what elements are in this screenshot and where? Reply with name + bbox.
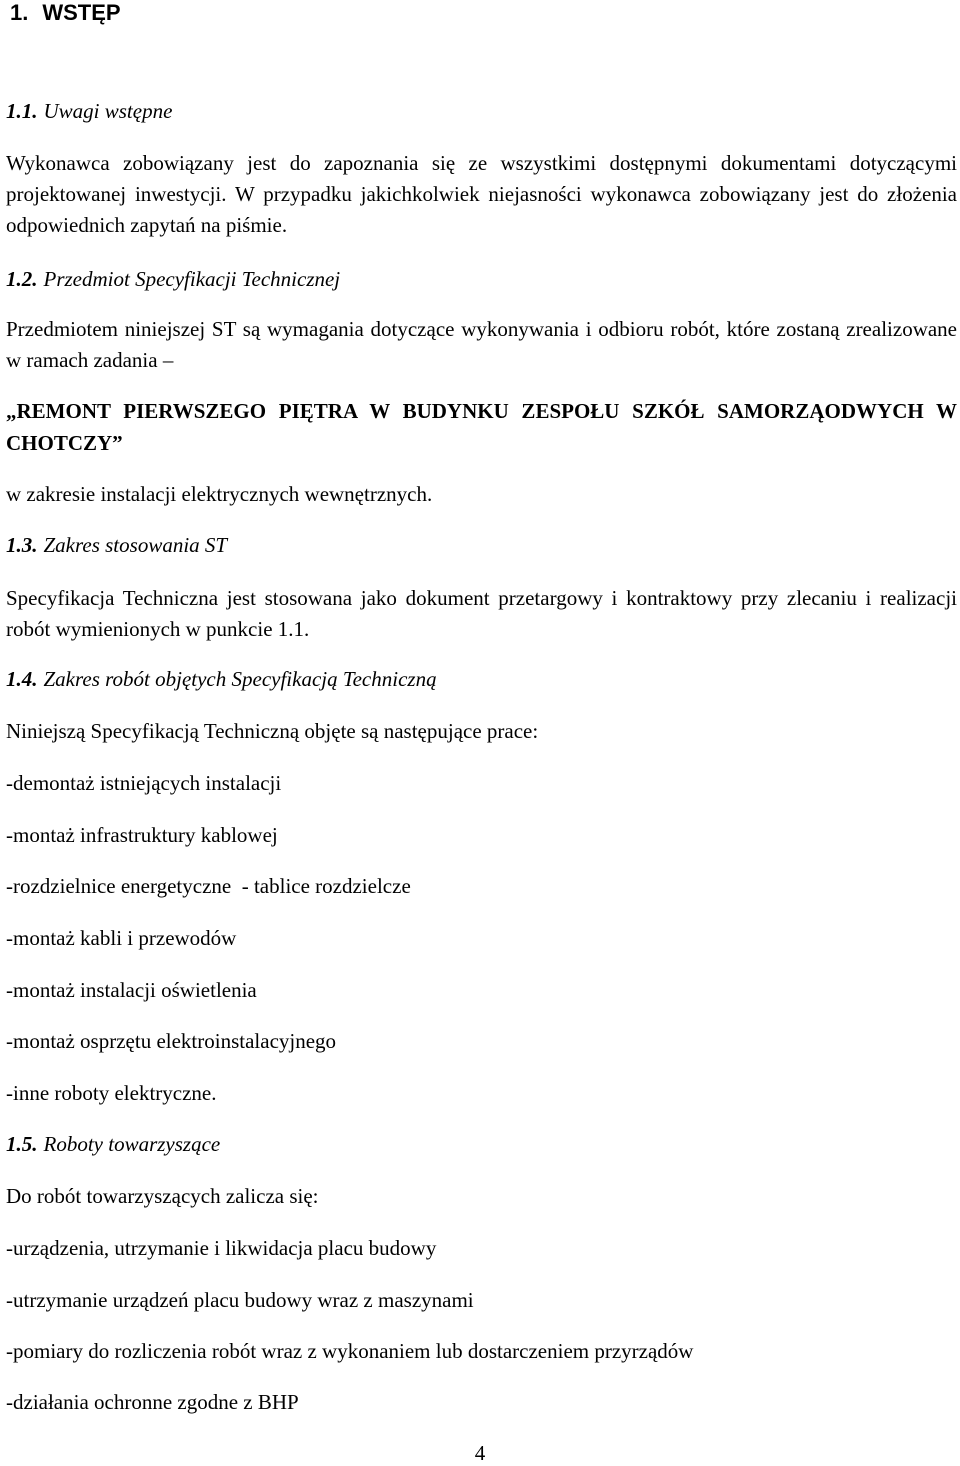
- subsection-title: Roboty towarzyszące: [43, 1132, 221, 1156]
- subsection-number: 1.2.: [6, 267, 38, 291]
- page-number: 4: [474, 1441, 486, 1465]
- subsection-title: Uwagi wstępne: [43, 99, 173, 123]
- subsection-number: 1.3.: [6, 533, 38, 557]
- subsection-heading-1-5: [6, 1129, 957, 1160]
- subsection-number: 1.4.: [6, 667, 38, 691]
- list-item: -pomiary do rozliczenia robót wraz z wykonaniem lub dostarczeniem przyrządów: [6, 1339, 694, 1363]
- subsection-heading-1-3: [6, 530, 957, 561]
- paragraph-1-5-intro: Do robót towarzyszących zalicza się:: [6, 1184, 319, 1208]
- subsection-number: 1.5.: [6, 1132, 38, 1156]
- scope-text: w zakresie instalacji elektrycznych wewnętrznych.: [6, 482, 433, 506]
- list-item: -montaż infrastruktury kablowej: [6, 823, 278, 847]
- list-item: -urządzenia, utrzymanie i likwidacja placu budowy: [6, 1236, 437, 1260]
- subsection-title: Zakres robót objętych Specyfikacją Techniczną: [43, 667, 437, 691]
- section-title: WSTĘP: [42, 0, 121, 25]
- subsection-title: Przedmiot Specyfikacji Technicznej: [43, 267, 341, 291]
- list-item: -utrzymanie urządzeń placu budowy wraz z maszynami: [6, 1288, 474, 1312]
- paragraph-1-4-intro: Niniejszą Specyfikacją Techniczną objęte są następujące prace:: [6, 719, 539, 743]
- subsection-title: Zakres stosowania ST: [43, 533, 228, 557]
- list-item: -demontaż istniejących instalacji: [6, 771, 282, 795]
- list-item: -montaż kabli i przewodów: [6, 926, 237, 950]
- section-number: 1.: [10, 0, 29, 25]
- section-heading: [10, 0, 957, 28]
- list-item: -montaż osprzętu elektroinstalacyjnego: [6, 1029, 337, 1053]
- list-item: -montaż instalacji oświetlenia: [6, 978, 257, 1002]
- paragraph-1-1: Wykonawca zobowiązany jest do zapoznania się ze wszystkimi dostępnymi dokumentami dotyczącymi projektowanej inwestycji. W przypadku jakichkolwiek niejasności wykonawca zobowiązany jest do złożenia odpowiednich zapytań na piśmie.: [6, 151, 957, 237]
- list-item: -inne roboty elektryczne.: [6, 1081, 217, 1105]
- list-item: -rozdzielnice energetyczne - tablice rozdzielcze: [6, 874, 411, 898]
- project-title: „REMONT PIERWSZEGO PIĘTRA W BUDYNKU ZESPOŁU SZKÓŁ SAMORZĄODWYCH W CHOTCZY”: [6, 399, 957, 455]
- subsection-heading-1-1: [6, 96, 957, 127]
- paragraph-1-3: Specyfikacja Techniczna jest stosowana jako dokument przetargowy i kontraktowy przy zlecaniu i realizacji robót wymienionych w punkcie 1.1.: [6, 586, 957, 641]
- list-item: -działania ochronne zgodne z BHP: [6, 1390, 299, 1414]
- paragraph-1-2: Przedmiotem niniejszej ST są wymagania dotyczące wykonywania i odbioru robót, które zostaną zrealizowane w ramach zadania –: [6, 317, 957, 372]
- subsection-heading-1-4: [6, 664, 957, 695]
- subsection-number: 1.1.: [6, 99, 38, 123]
- subsection-heading-1-2: [6, 264, 957, 295]
